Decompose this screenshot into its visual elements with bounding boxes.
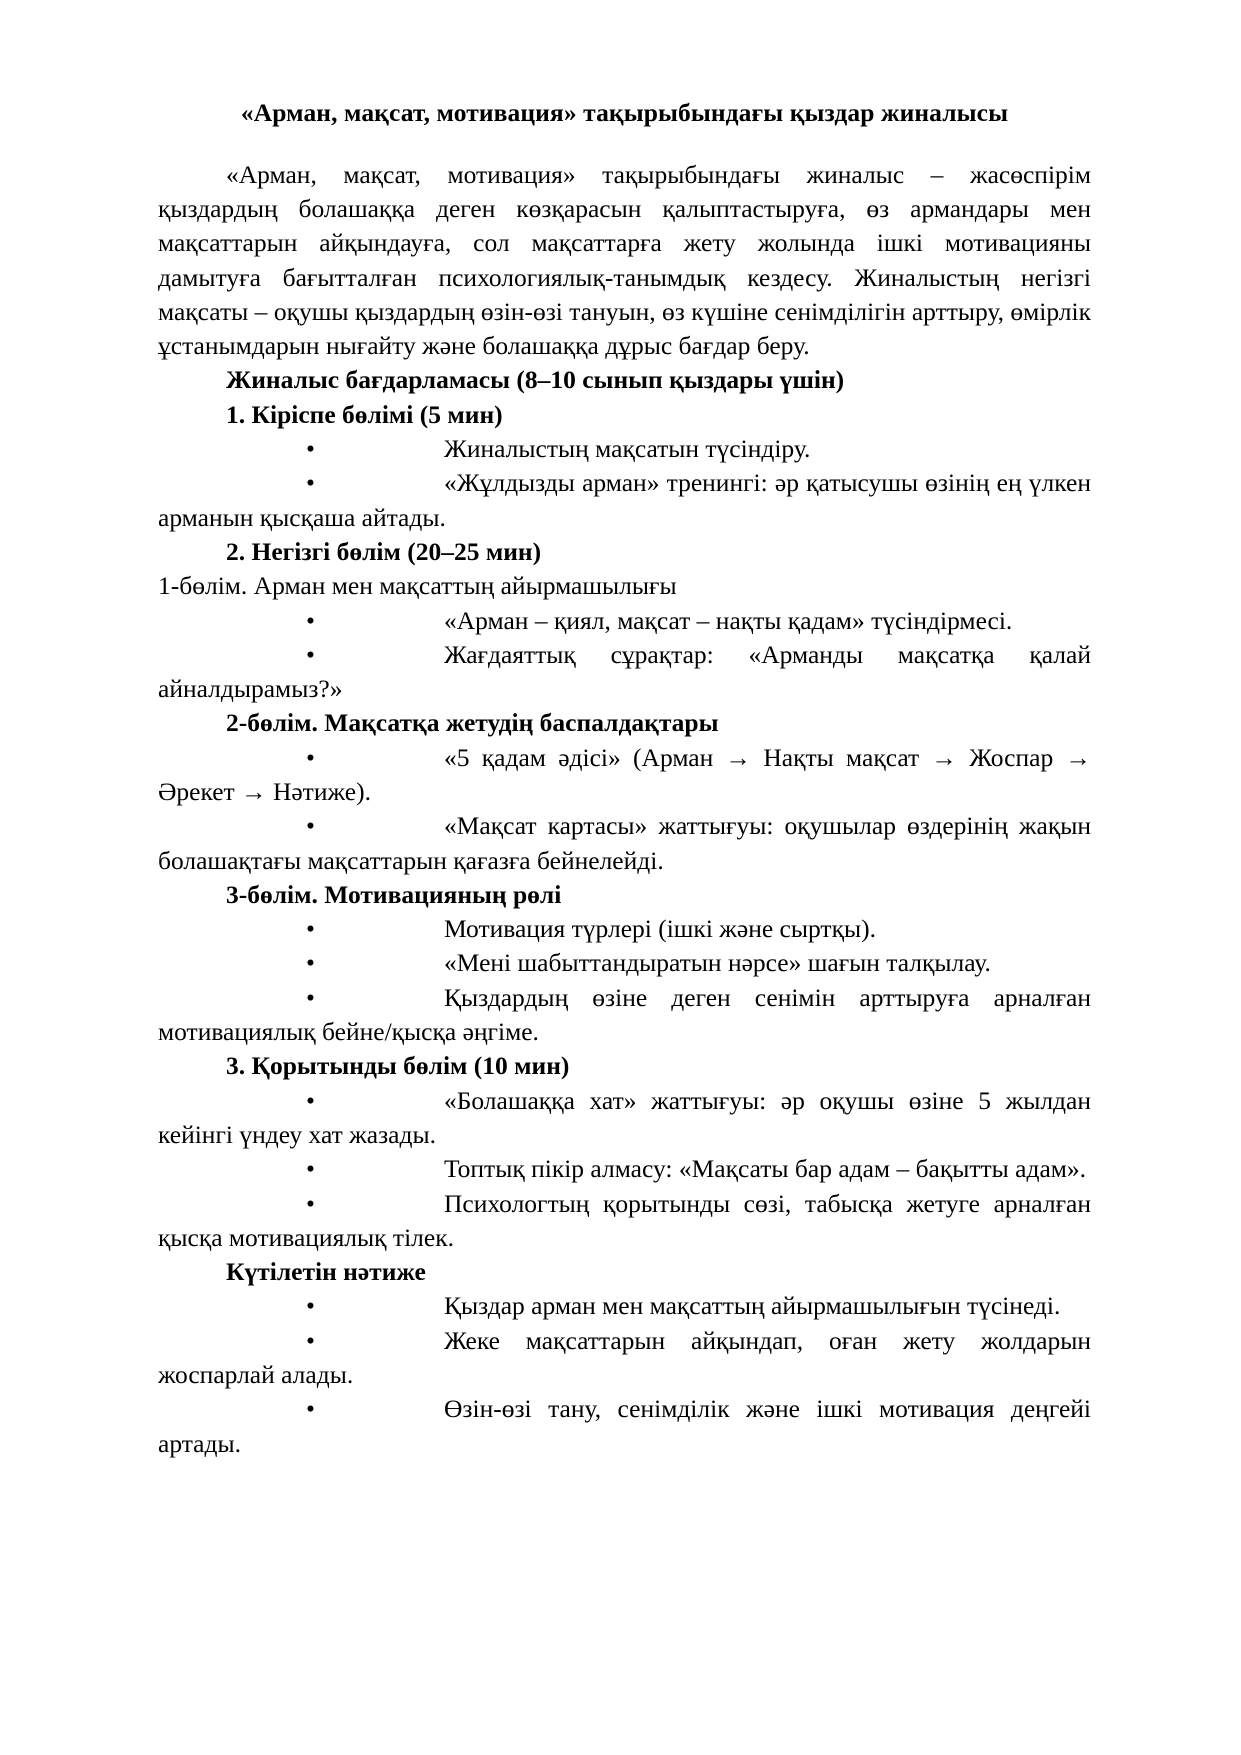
intro-paragraph: «Арман, мақсат, мотивация» тақырыбындағы жиналыс – жасөспірім қыздардың болашаққа деген көзқарасын қалыптастыруға, өз армандары мен мақсаттарын айқындауға, сол мақсаттарға жету жолында ішкі мотивацияны дамытуға бағытталған психологиялық-танымдық кездесу. Жиналыстың негізгі мақсаты – оқушы қыздардың өзін-өзі тануын, өз күшіне сенімділігін арттыру, өмірлік ұстанымдарын нығайту және болашаққа дұрыс бағдар беру.	[158, 159, 1091, 361]
list-item	[158, 1152, 1091, 1186]
list-item	[158, 1324, 1091, 1393]
list-item-text: Топтық пікір алмасу: «Мақсаты бар адам – бақытты адам».	[444, 1154, 1087, 1184]
subsection-heading-1: 1-бөлім. Арман мен мақсаттың айырмашылығы	[158, 571, 677, 601]
list-item-text: Қыздардың өзіне деген сенімін арттыруға арналған мотивациялық бейне/қысқа әңгіме.	[158, 982, 1091, 1047]
outcome-heading: Күтілетін нәтиже	[226, 1257, 426, 1287]
list-item	[158, 1392, 1091, 1461]
section-heading-1: 1. Кіріспе бөлімі (5 мин)	[226, 399, 503, 429]
bullet-glyph-icon: •	[306, 811, 315, 841]
list-item	[158, 604, 1091, 638]
bullet-glyph-icon: •	[306, 1188, 315, 1218]
list-item-text: «Мені шабыттандыратын нәрсе» шағын талқылау.	[444, 948, 991, 978]
list-item	[158, 1289, 1091, 1323]
list-item	[158, 912, 1091, 946]
list-item	[158, 1187, 1091, 1256]
list-item-text: «Мақсат картасы» жаттығуы: оқушылар өздерінің жақын болашақтағы мақсаттарын қағазға бейнелейді.	[158, 811, 1091, 875]
list-item	[158, 466, 1091, 535]
list-item	[158, 638, 1091, 707]
bullet-glyph-icon: •	[306, 1325, 315, 1355]
program-heading: Жиналыс бағдарламасы (8–10 сынып қыздары үшін)	[226, 365, 845, 395]
bullet-glyph-icon: •	[306, 434, 315, 464]
bullet-glyph-icon: •	[306, 1154, 315, 1184]
subsection-heading-2: 2-бөлім. Мақсатқа жетудің баспалдақтары	[226, 708, 719, 738]
page-title: «Арман, мақсат, мотивация» тақырыбындағы қыздар жиналысы	[240, 98, 1009, 127]
list-item-text: «5 қадам әдісі» (Арман → Нақты мақсат → Жоспар → Әрекет → Нәтиже).	[158, 742, 1091, 806]
list-item-text: Мотивация түрлері (ішкі және сыртқы).	[444, 914, 876, 944]
bullet-glyph-icon: •	[306, 605, 315, 635]
bullet-glyph-icon: •	[306, 1394, 315, 1424]
list-item-text: Жиналыстың мақсатын түсіндіру.	[444, 434, 811, 464]
list-item	[158, 809, 1091, 878]
list-item-text: Жеке мақсаттарын айқындап, оған жету жолдарын жоспарлай алады.	[158, 1325, 1091, 1390]
bullet-glyph-icon: •	[306, 639, 315, 669]
list-item-text: Психологтың қорытынды сөзі, табысқа жетуге арналған қысқа мотивациялық тілек.	[158, 1188, 1091, 1252]
section-heading-3: 3. Қорытынды бөлім (10 мин)	[226, 1051, 570, 1081]
bullet-glyph-icon: •	[306, 914, 315, 944]
bullet-glyph-icon: •	[306, 1085, 315, 1115]
bullet-glyph-icon: •	[306, 1291, 315, 1321]
list-item-text: «Арман – қиял, мақсат – нақты қадам» түсіндірмесі.	[444, 605, 1013, 635]
subsection-heading-3: 3-бөлім. Мотивацияның рөлі	[226, 879, 562, 909]
bullet-glyph-icon: •	[306, 742, 315, 772]
list-item-text: Өзін-өзі тану, сенімділік және ішкі мотивация деңгейі артады.	[158, 1394, 1091, 1458]
bullet-glyph-icon: •	[306, 468, 315, 498]
list-item-text: «Болашаққа хат» жаттығуы: әр оқушы өзіне 5 жылдан кейінгі үндеу хат жазады.	[158, 1085, 1091, 1149]
list-item	[158, 741, 1091, 810]
list-item	[158, 946, 1091, 980]
section-heading-2: 2. Негізгі бөлім (20–25 мин)	[226, 536, 542, 566]
list-item	[158, 981, 1091, 1050]
list-item-text: Қыздар арман мен мақсаттың айырмашылығын түсінеді.	[444, 1291, 1061, 1321]
bullet-glyph-icon: •	[306, 982, 315, 1012]
list-item	[158, 432, 1091, 466]
list-item	[158, 1084, 1091, 1153]
bullet-glyph-icon: •	[306, 948, 315, 978]
list-item-text: «Жұлдызды арман» тренингі: әр қатысушы өзінің ең үлкен арманын қысқаша айтады.	[158, 468, 1091, 532]
list-item-text: Жағдаяттық сұрақтар: «Арманды мақсатқа қалай айналдырамыз?»	[158, 639, 1091, 704]
